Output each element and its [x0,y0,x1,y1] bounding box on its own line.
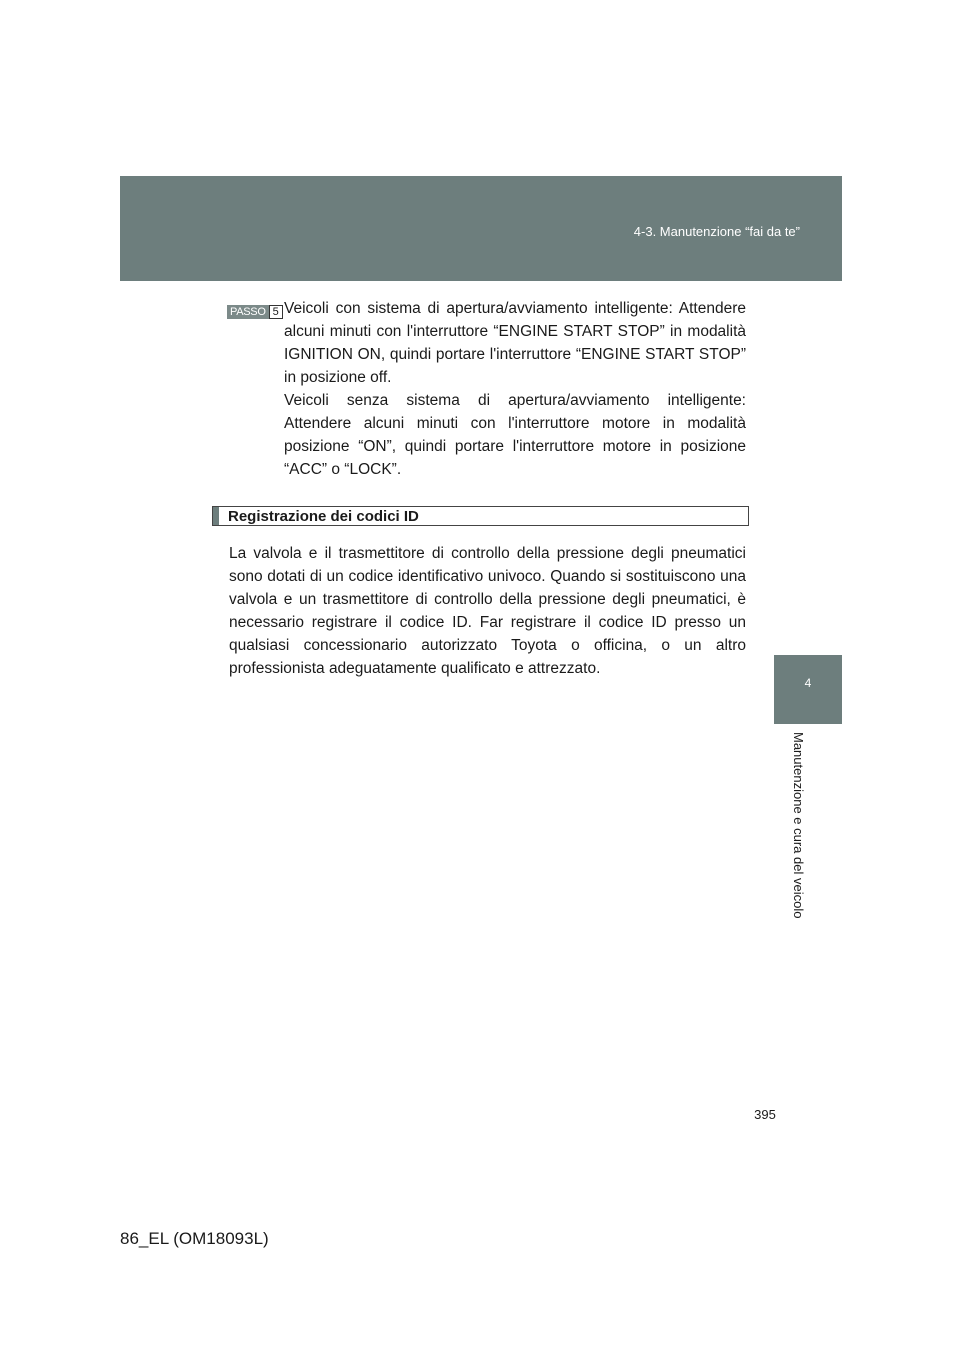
step-paragraph-smart-entry: Veicoli con sistema di apertura/avviamento intelligente: Attendere alcuni minuti con l'interruttore “ENGINE START STOP” in modalità IGNITION ON, quindi portare l'interruttore “ENGINE START STOP” in posizione off. [284,300,746,386]
step-badge [227,305,283,319]
document-code: 86_EL (OM18093L) [120,1229,269,1248]
step-badge-number: 5 [269,305,283,319]
step-5-text [284,297,746,481]
page-number: 395 [754,1107,776,1122]
subheading-box [212,506,749,526]
subheading-title: Registrazione dei codici ID [228,507,419,525]
section-title: 4-3. Manutenzione “fai da te” [633,224,800,239]
step-paragraph-no-smart-entry: Veicoli senza sistema di apertura/avviamento intelligente: Attendere alcuni minuti con l'interruttore motore in modalità posizione “ON”, quindi portare l'interruttore motore in posizione “ACC” o “LOCK”. [284,392,746,478]
step-badge-label: PASSO [227,305,269,319]
body-paragraph: La valvola e il trasmettitore di controllo della pressione degli pneumatici sono dotati di un codice identificativo univoco. Quando si sostituiscono una valvola e un trasmettitore di controllo della pressione degli pneumatici, è necessario registrare il codice ID. Far registrare il codice ID presso un qualsiasi concessionario autorizzato Toyota o officina, o un altro professionista adeguatamente qualificato e attrezzato. [229,545,746,677]
subheading-accent-bar [213,507,219,525]
chapter-number: 4 [804,676,812,690]
chapter-title-vertical: Manutenzione e cura del veicolo [791,732,806,919]
header-band [120,176,842,281]
chapter-tab [774,655,842,724]
